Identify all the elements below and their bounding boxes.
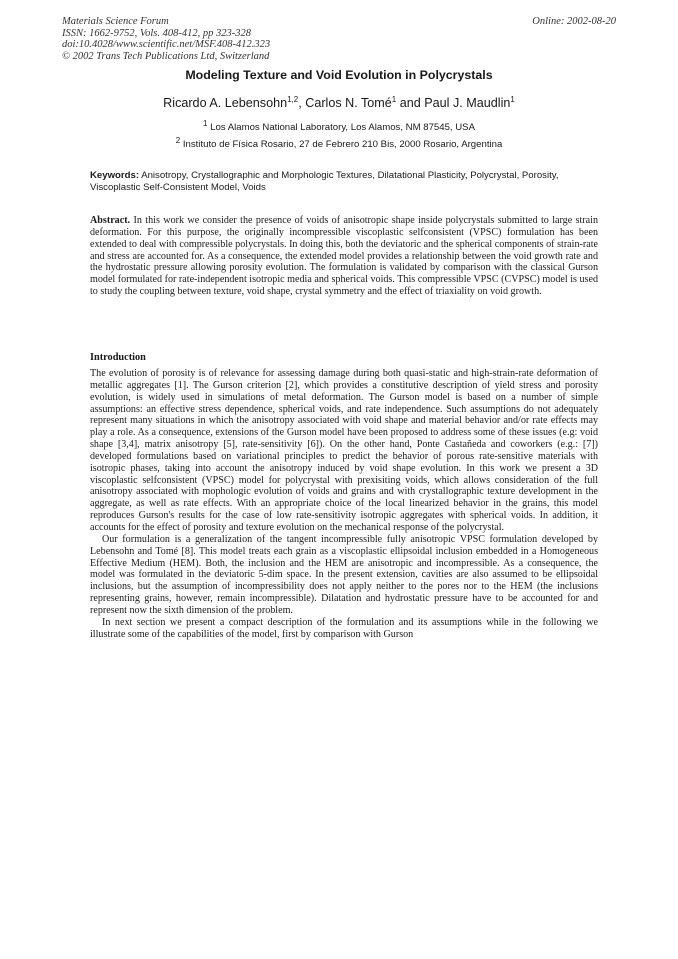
author-affiliation-mark: 1 — [510, 94, 515, 104]
paper-title: Modeling Texture and Void Evolution in Polycrystals — [185, 68, 493, 82]
author-affiliation-mark: 1,2 — [287, 94, 299, 104]
affiliation-mark: 1 — [203, 118, 208, 128]
abstract-text: In this work we consider the presence of voids of anisotropic shape inside polycrystals submitted to large strain deformation. For this purpose, the originally incompressible viscoplastic selfconsistent (VPSC) formulation has been extended to deal with compressible polycrystals. In doing this, both the deviatoric and the spherical components of strain-rate and stress are accounted for. As a consequence, the extended model provides a relationship between the void growth rate and the hydrostatic pressure allowing porosity evolution. The formulation is validated by comparison with the classical Gurson model formulated for rate-independent isotropic media and spherical voids. This compressible VPSC (CVPSC) model is used to study the coupling between texture, void shape, crystal symmetry and the effect of triaxiality on void growth. — [90, 215, 598, 298]
issn-line: ISSN: 1662-9752, Vols. 408-412, pp 323-328 — [62, 27, 251, 39]
author-name: Carlos N. Tomé — [305, 96, 392, 110]
author-name: Paul J. Maudlin — [424, 96, 511, 110]
author-list — [0, 96, 678, 110]
abstract-block — [90, 215, 598, 298]
author-separator: , — [298, 96, 306, 110]
author-separator: and — [396, 96, 425, 110]
keywords-block — [90, 170, 595, 194]
journal-header — [62, 16, 362, 62]
abstract-label: Abstract. — [90, 215, 131, 226]
paragraph: Our formulation is a generalization of the tangent incompressible fully anisotropic VPSC formulation developed by Lebensohn and Tomé [8]. This model treats each grain as a viscoplastic ellipsoidal inclusion embedded in a Homogeneous Effective Medium (HEM). Both, the inclusion and the HEM are anisotropic and incompressible. As a consequence, the model was formulated in the deviatoric 5-dim space. In the present extension, cavities are also assumed to be ellipsoidal inclusions, but the assumption of incompressibility does not apply neither to the pores nor to the HEM (the inclusions representing grains, however, remain incompressible). Dilatation and hydrostatic pressure have to be accounted for and represent now the sixth dimension of the problem. — [90, 533, 598, 616]
introduction-body — [90, 368, 598, 640]
section-heading-introduction: Introduction — [90, 352, 146, 363]
online-date: Online: 2002-08-20 — [532, 16, 616, 27]
paragraph: In next section we present a compact description of the formulation and its assumptions while in the following we illustrate some of the capabilities of the model, first by comparison with Gurson — [90, 616, 598, 640]
doi-link[interactable]: doi:10.4028/www.scientific.net/MSF.408-412.323 — [62, 39, 271, 51]
keywords-label: Keywords: — [90, 170, 140, 181]
keywords-text: Anisotropy, Crystallographic and Morphologic Textures, Dilatational Plasticity, Polycrystal, Porosity, Viscoplastic Self-Consistent Model, Voids — [90, 170, 559, 193]
affiliation-mark: 2 — [175, 135, 181, 145]
affiliation-text: Instituto de Física Rosario, 27 de Febrero 210 Bis, 2000 Rosario, Argentina — [182, 139, 503, 150]
affiliation — [0, 135, 678, 150]
journal-name: Materials Science Forum — [62, 16, 169, 27]
paragraph: The evolution of porosity is of relevance for assessing damage during both quasi-static and high-strain-rate deformation of metallic aggregates [1]. The Gurson criterion [2], which provides a constitutive description of yield stress and porosity evolution, is widely used in simulations of metal deformation. The Gurson model is based on a number of simple assumptions: an effective stress dependence, spherical voids, and rate independence. Such assumptions do not adequately represent many situations in which the anisotropy associated with void shape and material behavior and/or rate effects may play a role. As a consequence, extensions of the Gurson model have been proposed to address some of these issues (e.g: void shape [3,4], matrix anisotropy [5], rate-sensitivity [6]). On the other hand, Ponte Castañeda and coworkers (e.g.: [7]) developed formulations based on variational principles to predict the behavior of porous rate-sensitive materials with isotropic phases, taking into account the anisotropy induced by void shape evolution. In this work we present a 3D viscoplastic selfconsistent (VPSC) model for polycrystal with prexisiting voids, which allows consideration of the full anisotropy associated with mophologic evolution of voids and grains and with crystallographic texture development in the aggregate, as well as rate effects. With an appropriate choice of the local linearized behavior in the grains, this model reproduces Gurson's results for the case of low rate-sensitivity isotropic aggregates with spherical voids. In addition, it accounts for the effect of porosity and texture evolution on the mechanical response of the polycrystal. — [90, 368, 598, 533]
author-name: Ricardo A. Lebensohn — [163, 96, 288, 110]
copyright-line: © 2002 Trans Tech Publications Ltd, Switzerland — [62, 50, 270, 62]
affiliation-text: Los Alamos National Laboratory, Los Alamos, NM 87545, USA — [210, 122, 475, 133]
author-affiliation-mark: 1 — [391, 94, 397, 104]
affiliation — [0, 118, 678, 133]
